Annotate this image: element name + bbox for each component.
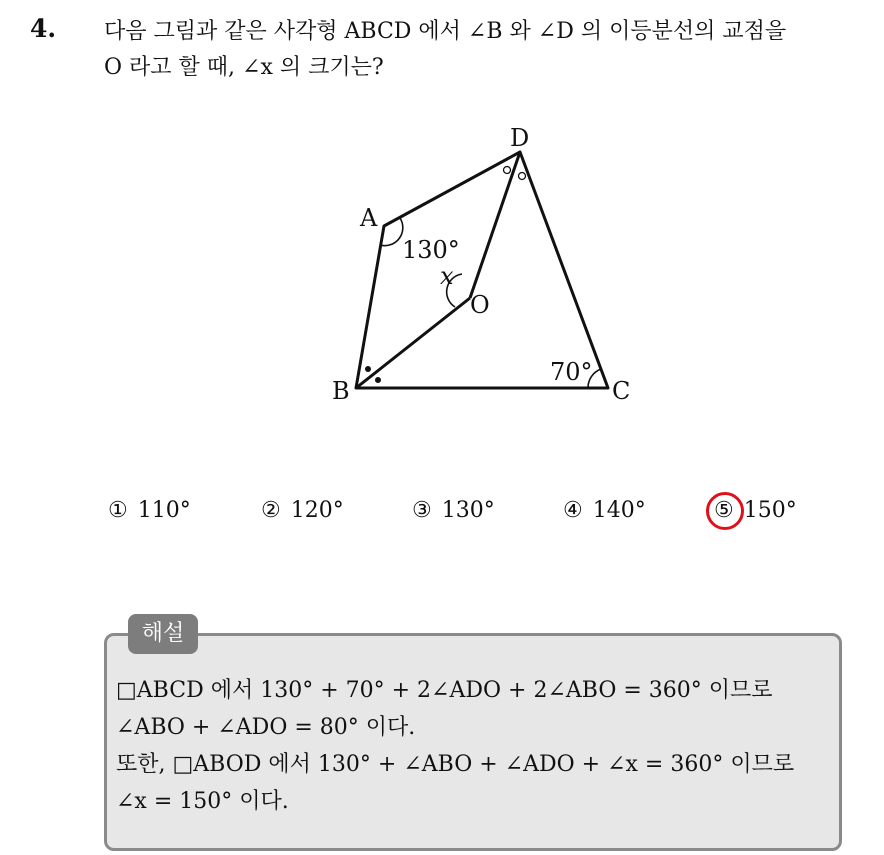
solution-line-3: 또한, □ABOD 에서 130° + ∠ABO + ∠ADO + ∠x = 360° 이므로 bbox=[116, 752, 795, 777]
label-o: O bbox=[470, 291, 490, 319]
choice-value: 120° bbox=[290, 498, 344, 523]
choice-marker: ① bbox=[108, 498, 128, 523]
label-d: D bbox=[510, 124, 530, 152]
angle-b-mark-1 bbox=[365, 366, 371, 372]
angle-c-label: 70° bbox=[550, 358, 593, 386]
question-line-2: O 라고 할 때, ∠x 의 크기는? bbox=[104, 55, 384, 80]
label-a: A bbox=[360, 204, 378, 232]
question-number: 4. bbox=[30, 14, 57, 43]
choice-1[interactable] bbox=[108, 498, 191, 523]
choice-marker: ⑤ bbox=[714, 498, 734, 523]
choice-marker: ④ bbox=[563, 498, 583, 523]
choice-marker: ③ bbox=[412, 498, 432, 523]
solution-text bbox=[116, 672, 836, 820]
solution-line-2: ∠ABO + ∠ADO = 80° 이다. bbox=[116, 715, 416, 740]
choice-value: 140° bbox=[592, 498, 646, 523]
question-line-1: 다음 그림과 같은 사각형 ABCD 에서 ∠B 와 ∠D 의 이등분선의 교점을 bbox=[104, 19, 787, 44]
solution-tab: 해설 bbox=[128, 614, 198, 654]
choice-2[interactable] bbox=[261, 498, 344, 523]
solution-line-1: □ABCD 에서 130° + 70° + 2∠ADO + 2∠ABO = 360° 이므로 bbox=[116, 678, 773, 703]
label-b: B bbox=[332, 377, 350, 405]
angle-d-mark-2 bbox=[519, 173, 526, 180]
choice-value: 130° bbox=[441, 498, 495, 523]
choice-4[interactable] bbox=[563, 498, 646, 523]
angle-a-label: 130° bbox=[402, 236, 460, 264]
solution-line-4: ∠x = 150° 이다. bbox=[116, 789, 289, 814]
quadrilateral-abcd bbox=[356, 152, 608, 388]
bisector-bo bbox=[356, 298, 470, 388]
choice-value: 150° bbox=[743, 498, 797, 523]
answer-circle-mark bbox=[706, 492, 744, 530]
choice-3[interactable] bbox=[412, 498, 495, 523]
choice-marker: ② bbox=[261, 498, 281, 523]
choice-value: 110° bbox=[137, 498, 191, 523]
label-c: C bbox=[612, 377, 631, 405]
angle-x-label: x bbox=[440, 262, 454, 290]
angle-d-mark-1 bbox=[504, 167, 511, 174]
angle-b-mark-2 bbox=[375, 377, 381, 383]
